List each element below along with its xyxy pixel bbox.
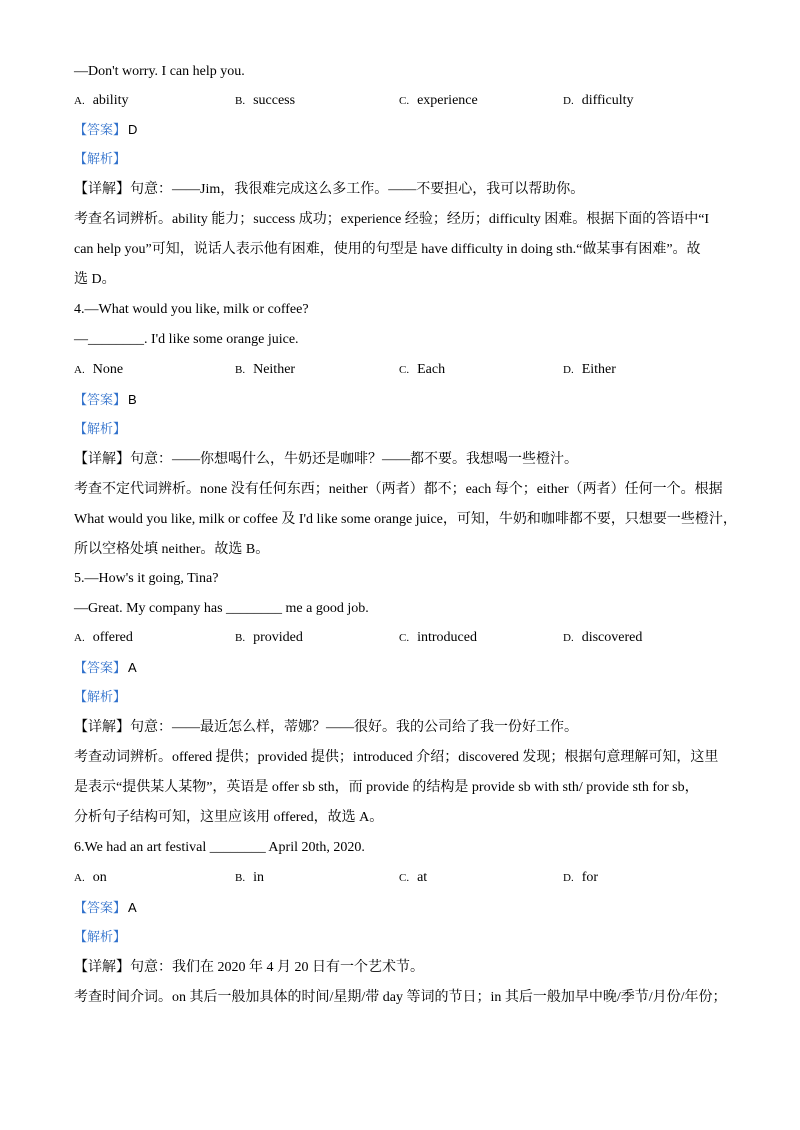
option-text: ability	[92, 93, 129, 108]
option-letter: D.	[563, 364, 574, 376]
q5-option-a	[74, 629, 133, 647]
option-letter: D.	[563, 95, 574, 107]
option-text: discovered	[581, 630, 643, 645]
q4-explanation-line: 考查不定代词辨析。none 没有任何东西；neither（两者）都不；each 每个；either（两者）任何一个。根据	[74, 482, 723, 497]
q6-options	[74, 869, 744, 887]
q3-explanation-line: 选 D。	[74, 272, 116, 287]
option-text: for	[581, 870, 599, 885]
q4-option-c	[399, 361, 445, 379]
q5-options	[74, 629, 744, 647]
detail-text: 句意：我们在 2020 年 4 月 20 日有一个艺术节。	[130, 960, 424, 975]
q4-option-b	[235, 361, 295, 379]
q3-option-d	[563, 92, 634, 110]
analysis-tag: 【解析】	[74, 422, 127, 437]
q5-option-d	[563, 629, 642, 647]
detail-tag: 【详解】	[74, 720, 130, 735]
q5-option-b	[235, 629, 303, 647]
option-letter: A.	[74, 364, 85, 376]
option-letter: D.	[563, 872, 574, 884]
answer-tag: 【答案】	[74, 123, 127, 138]
q6-explanation-line: 考查时间介词。on 其后一般加具体的时间/星期/带 day 等词的节日；in 其后一般加早中晚/季节/月份/年份；	[74, 990, 727, 1005]
option-text: introduced	[417, 630, 477, 645]
option-letter: C.	[399, 364, 410, 376]
q5-reply: —Great. My company has ________ me a good job.	[74, 601, 369, 616]
q6-analysis-heading	[74, 929, 126, 947]
answer-value: D	[128, 122, 138, 137]
option-text: difficulty	[581, 93, 634, 108]
q3-dialog-reply: —Don't worry. I can help you.	[74, 64, 245, 79]
option-text: in	[253, 870, 264, 885]
q5-detail	[74, 719, 744, 737]
detail-text: 句意：——你想喝什么，牛奶还是咖啡？——都不要。我想喝一些橙汁。	[130, 452, 578, 467]
answer-value: A	[128, 900, 137, 915]
q5-answer	[74, 659, 137, 678]
analysis-tag: 【解析】	[74, 690, 127, 705]
detail-tag: 【详解】	[74, 452, 130, 467]
option-text: at	[417, 870, 428, 885]
option-text: offered	[92, 630, 133, 645]
q4-analysis-heading	[74, 421, 126, 439]
option-text: success	[253, 93, 296, 108]
q3-option-a	[74, 92, 128, 110]
option-text: Either	[581, 362, 616, 377]
q4-option-d	[563, 361, 616, 379]
q3-analysis-heading	[74, 151, 126, 169]
q3-option-b	[235, 92, 295, 110]
q3-options	[74, 92, 744, 110]
option-text: None	[92, 362, 124, 377]
answer-value: A	[128, 660, 137, 675]
detail-tag: 【详解】	[74, 182, 130, 197]
option-letter: C.	[399, 95, 410, 107]
q6-option-a	[74, 869, 107, 887]
detail-tag: 【详解】	[74, 960, 130, 975]
q6-stem: 6.We had an art festival ________ April 20th, 2020.	[74, 840, 365, 855]
q4-explanation-line: 所以空格处填 neither。故选 B。	[74, 542, 270, 557]
q5-explanation-line: 考查动词辨析。offered 提供；provided 提供；introduced 介绍；discovered 发现；根据句意理解可知，这里	[74, 750, 719, 765]
q3-explanation-line: can help you”可知，说话人表示他有困难，使用的句型是 have difficulty in doing sth.“做某事有困难”。故	[74, 242, 701, 257]
option-text: experience	[417, 93, 478, 108]
option-letter: B.	[235, 364, 246, 376]
answer-tag: 【答案】	[74, 661, 127, 676]
answer-tag: 【答案】	[74, 393, 127, 408]
q6-option-b	[235, 869, 264, 887]
analysis-tag: 【解析】	[74, 152, 127, 167]
detail-text: 句意：——最近怎么样，蒂娜？——很好。我的公司给了我一份好工作。	[130, 720, 578, 735]
q3-option-c	[399, 92, 478, 110]
option-letter: A.	[74, 632, 85, 644]
q4-options	[74, 361, 744, 379]
q6-option-c	[399, 869, 427, 887]
option-letter: B.	[235, 632, 246, 644]
option-letter: B.	[235, 95, 246, 107]
q4-detail	[74, 451, 744, 469]
option-text: provided	[253, 630, 303, 645]
q6-detail	[74, 959, 744, 977]
q6-option-d	[563, 869, 598, 887]
answer-value: B	[128, 392, 137, 407]
q5-option-c	[399, 629, 477, 647]
q4-reply: —________. I'd like some orange juice.	[74, 332, 299, 347]
option-text: on	[92, 870, 107, 885]
detail-text: 句意：——Jim，我很难完成这么多工作。——不要担心，我可以帮助你。	[130, 182, 585, 197]
option-letter: D.	[563, 632, 574, 644]
q3-detail	[74, 181, 744, 199]
analysis-tag: 【解析】	[74, 930, 127, 945]
q5-explanation-line: 是表示“提供某人某物”，英语是 offer sb sth，而 provide 的结构是 provide sb with sth/ provide sth for sb，	[74, 780, 699, 795]
q4-stem: 4.—What would you like, milk or coffee?	[74, 302, 309, 317]
q4-explanation-line: What would you like, milk or coffee 及 I'd like some orange juice，可知，牛奶和咖啡都不要，只想要一些橙汁，	[74, 512, 737, 527]
q4-option-a	[74, 361, 123, 379]
q5-explanation-line: 分析句子结构可知，这里应该用 offered，故选 A。	[74, 810, 384, 825]
option-text: Each	[417, 362, 446, 377]
option-letter: A.	[74, 95, 85, 107]
q4-answer	[74, 391, 137, 410]
option-letter: C.	[399, 872, 410, 884]
q3-explanation-line: 考查名词辨析。ability 能力；success 成功；experience 经验；经历；difficulty 困难。根据下面的答语中“I	[74, 212, 710, 227]
option-letter: C.	[399, 632, 410, 644]
q6-answer	[74, 899, 137, 918]
option-text: Neither	[253, 362, 296, 377]
option-letter: B.	[235, 872, 246, 884]
q5-stem: 5.—How's it going, Tina?	[74, 571, 219, 586]
q5-analysis-heading	[74, 689, 126, 707]
answer-tag: 【答案】	[74, 901, 127, 916]
option-letter: A.	[74, 872, 85, 884]
q3-answer	[74, 121, 137, 140]
